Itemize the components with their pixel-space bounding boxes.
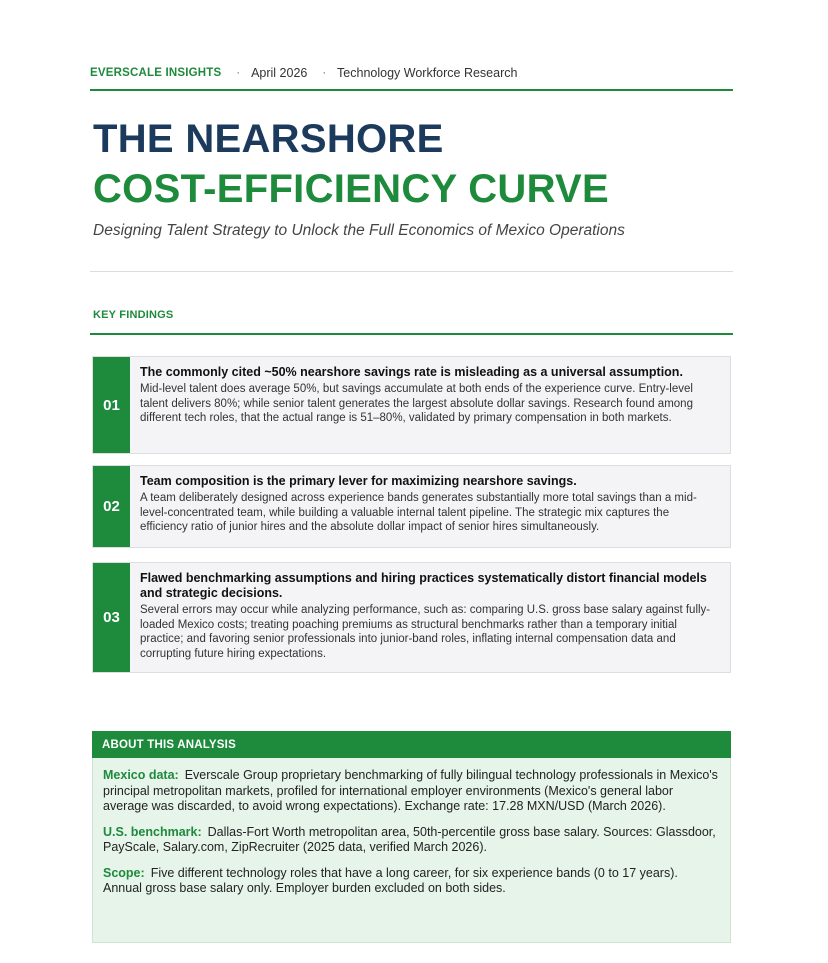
- brand-name: EVERSCALE INSIGHTS: [90, 67, 222, 79]
- finding-number: 02: [93, 466, 130, 547]
- us-benchmark-text: Dallas-Fort Worth metropolitan area, 50th-percentile gross base salary. Sources: Glassdoor, PayScale, Salary.com, ZipRecruiter (2025 data, verified March 2026).: [103, 824, 716, 854]
- finding-body: [130, 357, 730, 453]
- finding-text: Mid-level talent does average 50%, but savings accumulate at both ends of the experience curve. Entry-level talent delivers 80%; while senior talent generates the largest absolute dollar savings. Research found among different tech roles, that the actual range is 51–80%, validated by primary compensation in both markets.: [140, 383, 693, 424]
- finding-body: [130, 563, 730, 672]
- finding-number: 01: [93, 357, 130, 453]
- mexico-data-text: Everscale Group proprietary benchmarking of fully bilingual technology professionals in Mexico's principal metropolitan markets, profiled for international employer environments (Mexico's general labor average was discarded, to avoid wrong expectations). Exchange rate: 17.28 MXN/USD (March 2026).: [103, 768, 718, 813]
- about-panel: [92, 758, 731, 943]
- separator: ·: [236, 67, 241, 79]
- finding-number: 03: [93, 563, 130, 672]
- header-divider: [90, 89, 733, 91]
- report-category: Technology Workforce Research: [337, 66, 518, 80]
- about-us-benchmark: [103, 825, 718, 856]
- finding-body: [130, 466, 730, 547]
- mexico-data-label: Mexico data:: [103, 768, 179, 782]
- report-header: [90, 63, 733, 83]
- about-mexico-data: [103, 768, 718, 815]
- scope-label: Scope:: [103, 865, 145, 880]
- page-subtitle: Designing Talent Strategy to Unlock the Full Economics of Mexico Operations: [93, 222, 625, 239]
- finding-card: [92, 356, 731, 454]
- finding-card: [92, 465, 731, 548]
- us-benchmark-label: U.S. benchmark:: [103, 824, 202, 839]
- page-title-line2: COST-EFFICIENCY CURVE: [93, 167, 610, 211]
- scope-text: Five different technology roles that have a long career, for six experience bands (0 to 17 years). Annual gross base salary only. Employer burden excluded on both sides.: [103, 865, 678, 895]
- finding-text: Several errors may occur while analyzing performance, such as: comparing U.S. gross base salary against fully-loaded Mexico costs; treating poaching premiums as structural benchmarks rather than a temporary initial practice; and favoring senior professionals into junior-band roles, inflating internal compensation data and corrupting future hiring expectations.: [140, 604, 711, 660]
- finding-title: Flawed benchmarking assumptions and hiring practices systematically distort financial models and strategic decisions.: [140, 571, 707, 600]
- finding-text: A team deliberately designed across experience bands generates substantially more total savings than a mid-level-concentrated team, while building a valuable internal talent pipeline. The strategic mix captures the efficiency ratio of junior hires and the absolute dollar impact of senior hires simultaneously.: [140, 492, 697, 533]
- key-findings-divider: [90, 333, 733, 335]
- finding-card: [92, 562, 731, 673]
- about-heading: ABOUT THIS ANALYSIS: [92, 731, 731, 758]
- page-title-line1: THE NEARSHORE: [93, 117, 444, 161]
- about-scope: [103, 866, 718, 897]
- title-divider: [90, 271, 733, 272]
- separator: ·: [322, 67, 327, 79]
- finding-title: Team composition is the primary lever for maximizing nearshore savings.: [140, 474, 577, 488]
- key-findings-label: KEY FINDINGS: [93, 309, 174, 321]
- finding-title: The commonly cited ~50% nearshore savings rate is misleading as a universal assumption.: [140, 365, 683, 379]
- report-date: April 2026: [251, 66, 308, 80]
